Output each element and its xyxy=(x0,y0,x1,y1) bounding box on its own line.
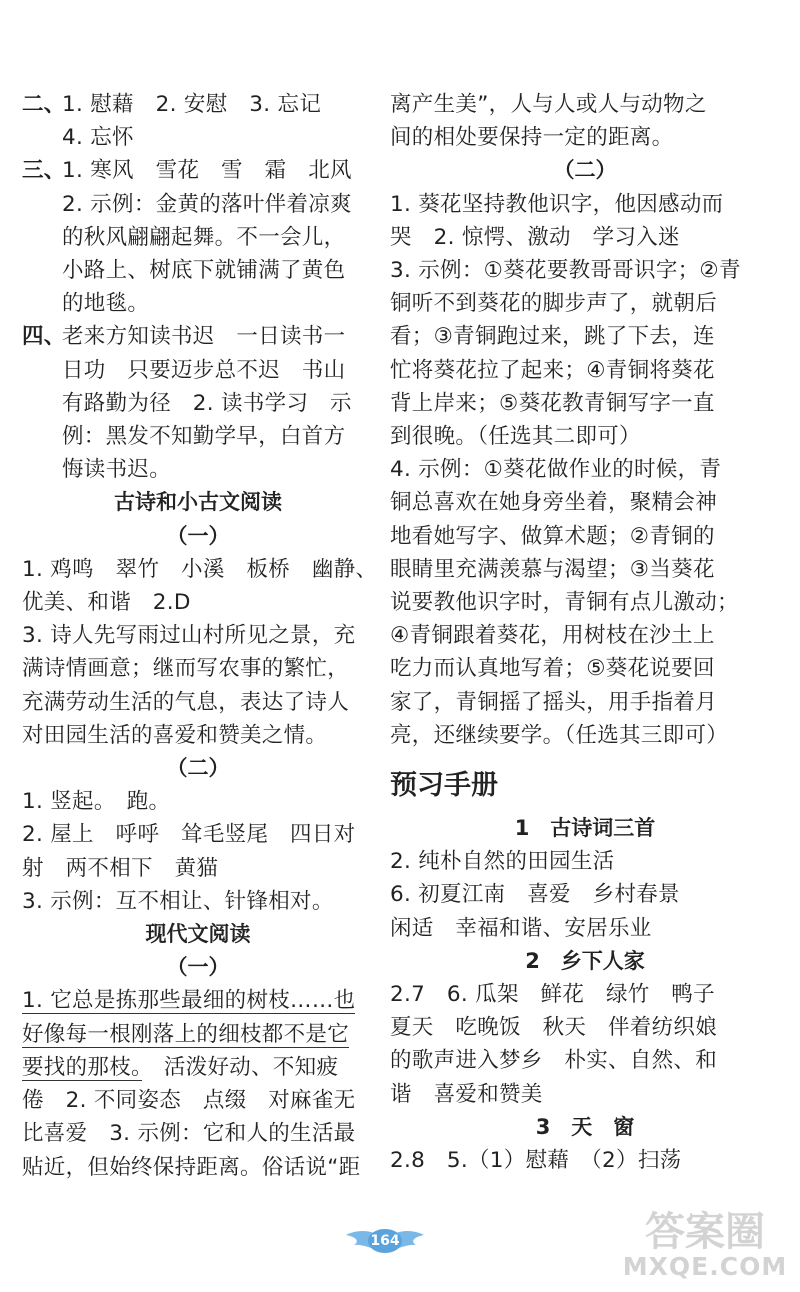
answer-text: 家了，青铜摇了摇头，用手指着月 xyxy=(390,689,718,715)
answer-text: 2.8 5.（1）慰藉 （2）扫荡 xyxy=(390,1148,682,1174)
answer-text: 亮，还继续要学。（任选其三即可） xyxy=(390,722,729,748)
answer-line xyxy=(22,121,374,154)
answer-line xyxy=(22,785,374,818)
right-column xyxy=(390,88,780,1177)
answer-text: 充满劳动生活的气息，表达了诗人 xyxy=(22,689,350,715)
answer-line xyxy=(390,1144,780,1177)
answer-text: 对田园生活的喜爱和赞美之情。 xyxy=(22,722,328,748)
answer-line xyxy=(390,652,780,685)
answer-line xyxy=(22,619,374,652)
section-heading: （一） xyxy=(166,955,230,980)
answer-line xyxy=(22,287,374,320)
answer-line xyxy=(22,818,374,851)
left-column xyxy=(22,88,378,1184)
answer-line xyxy=(390,420,780,453)
answer-text: 夏天 吃晚饭 秋天 伴着纺织娘 xyxy=(390,1015,718,1041)
answer-text: 3. 诗人先写雨过山村所见之景，充 xyxy=(22,623,356,649)
answer-line xyxy=(22,320,374,353)
answer-text: 看；③青铜跑过来，跳了下去，连 xyxy=(390,324,715,350)
answer-text: 1. 竖起。 跑。 xyxy=(22,789,171,815)
question-number: 三、 xyxy=(22,158,66,184)
answer-line xyxy=(390,453,780,486)
answer-line xyxy=(390,586,780,619)
question-number: 二、 xyxy=(22,92,66,117)
answer-text: 贴近，但始终保持距离。俗话说“距 xyxy=(22,1154,361,1180)
answer-text: 满诗情画意；继而写农事的繁忙， xyxy=(22,656,350,682)
answer-line xyxy=(22,387,374,420)
answer-line xyxy=(390,287,780,320)
answer-text: 3. 示例：互不相让、针锋相对。 xyxy=(22,888,334,914)
answer-text: 2.7 6. 瓜架 鲜花 绿竹 鸭子 xyxy=(390,982,715,1008)
answer-text: 2. 示例：金黄的落叶伴着凉爽 xyxy=(62,191,352,217)
watermark-logo-text: 答案圈 xyxy=(645,1209,765,1255)
answer-line xyxy=(390,387,780,420)
answer-text: 的地毯。 xyxy=(62,291,150,317)
answer-text: 2. 纯朴自然的田园生活 xyxy=(390,849,615,875)
answer-text: 射 两不相下 黄猫 xyxy=(22,855,219,881)
answer-line xyxy=(390,719,780,752)
underlined-text: 好像每一根刚落上的细枝都不是它 xyxy=(22,1021,350,1047)
answer-line xyxy=(390,188,780,221)
answer-line xyxy=(390,320,780,353)
answer-text: 3. 示例：①葵花要教哥哥识字；②青 xyxy=(390,258,741,284)
answer-line xyxy=(390,520,780,553)
answer-line xyxy=(22,652,374,685)
answer-line xyxy=(22,1117,374,1150)
answer-text: 4. 示例：①葵花做作业的时候，青 xyxy=(390,457,722,483)
answer-text: 铜总喜欢在她身旁坐着，聚精会神 xyxy=(390,490,718,516)
answer-text: ④青铜跟着葵花，用树枝在沙土上 xyxy=(390,623,715,649)
answer-text: 地看她写字、做算术题；②青铜的 xyxy=(390,523,715,549)
answer-text: 有路勤为径 2. 读书学习 示 xyxy=(62,390,352,416)
answer-line xyxy=(390,1044,780,1077)
answer-line xyxy=(22,154,374,187)
answer-text: 比喜爱 3. 示例：它和人的生活最 xyxy=(22,1121,356,1147)
section-heading: （一） xyxy=(166,523,230,548)
underlined-text: 1. 它总是拣那些最细的树枝……也 xyxy=(22,988,356,1014)
answer-line xyxy=(22,553,378,586)
answer-text: 日功 只要迈步总不迟 书山 xyxy=(62,357,346,383)
answer-text: 的歌声进入梦乡 朴实、自然、和 xyxy=(390,1048,718,1074)
answer-line xyxy=(390,686,780,719)
answer-line xyxy=(22,686,374,719)
answer-text: 4. 忘怀 xyxy=(62,125,134,151)
answer-line xyxy=(390,845,780,878)
answer-text: 1. 慰藉 2. 安慰 3. 忘记 xyxy=(62,92,322,117)
answer-line xyxy=(22,1018,374,1051)
answer-text: 悔读书迟。 xyxy=(62,457,172,483)
answer-line xyxy=(390,619,780,652)
section-heading: （二） xyxy=(166,756,230,781)
answer-line xyxy=(22,984,374,1017)
answer-line xyxy=(390,486,780,519)
answer-line xyxy=(22,221,374,254)
answer-text: 例：黑发不知勤学早，白首方 xyxy=(62,424,346,450)
section-heading: （二） xyxy=(553,158,617,183)
answer-line xyxy=(390,912,780,945)
answer-line xyxy=(390,254,780,287)
answer-text: 哭 2. 惊愕、激动 学习入迷 xyxy=(390,224,680,250)
answer-text: 1. 鸡鸣 翠竹 小溪 板桥 幽静、 xyxy=(22,556,378,582)
watermark xyxy=(620,1200,790,1290)
answer-text: 2. 屋上 呼呼 耸毛竖尾 四日对 xyxy=(22,822,356,848)
answer-text: 活泼好动、不知疲 xyxy=(142,1054,339,1080)
section-heading: 古诗和小古文阅读 xyxy=(114,490,282,515)
answer-text: 吃力而认真地写着；⑤葵花说要回 xyxy=(390,656,715,682)
answer-line xyxy=(22,88,374,121)
answer-line xyxy=(22,1084,374,1117)
underlined-text: 要找的那枝。 xyxy=(22,1054,143,1080)
answer-line xyxy=(390,354,780,387)
answer-line xyxy=(390,88,780,121)
answer-text: 1. 寒风 雪花 雪 霜 北风 xyxy=(62,158,352,184)
watermark-url: MXQE.COM xyxy=(622,1252,788,1281)
answer-line xyxy=(390,553,780,586)
section-heading: 1 古诗词三首 xyxy=(514,816,656,841)
question-number: 四、 xyxy=(22,324,66,350)
page-number: 164 xyxy=(370,1233,400,1249)
answer-text: 闲适 幸福和谐、安居乐业 xyxy=(390,915,652,941)
section-heading: 3 天 窗 xyxy=(535,1114,635,1139)
answer-text: 的秋风翩翩起舞。不一会儿， xyxy=(62,224,346,250)
answer-line xyxy=(390,878,780,911)
answer-text: 谐 喜爱和赞美 xyxy=(390,1081,543,1107)
answer-text: 眼睛里充满羡慕与渴望；③当葵花 xyxy=(390,556,715,582)
answer-text: 倦 2. 不同姿态 点缀 对麻雀无 xyxy=(22,1088,356,1114)
answer-text: 说要教他识字时，青铜有点儿激动； xyxy=(390,590,739,616)
answer-line xyxy=(22,188,374,221)
answer-text: 到很晚。（任选其二即可） xyxy=(390,424,641,450)
answer-text: 间的相处要保持一定的距离。 xyxy=(390,125,674,151)
answer-line xyxy=(390,1011,780,1044)
answer-line xyxy=(22,453,374,486)
answer-line xyxy=(22,354,374,387)
answer-text: 6. 初夏江南 喜爱 乡村春景 xyxy=(390,882,680,908)
answer-line xyxy=(390,1078,780,1111)
answer-text: 1. 葵花坚持教他识字，他因感动而 xyxy=(390,191,724,217)
answer-text: 老来方知读书迟 一日读书一 xyxy=(62,324,346,350)
answer-line xyxy=(22,885,374,918)
page-number-badge xyxy=(340,1225,430,1257)
answer-line xyxy=(22,586,374,619)
answer-line xyxy=(390,221,780,254)
answer-text: 优美、和谐 2.D xyxy=(22,590,191,616)
answer-text: 背上岸来；⑤葵花教青铜写字一直 xyxy=(390,390,715,416)
answer-line xyxy=(390,121,780,154)
answer-text: 忙将葵花拉了起来；④青铜将葵花 xyxy=(390,357,715,383)
answer-line xyxy=(22,1051,374,1084)
answer-text: 小路上、树底下就铺满了黄色 xyxy=(62,258,346,284)
answer-line xyxy=(22,1151,374,1184)
answer-line xyxy=(22,852,374,885)
answer-line xyxy=(22,719,374,752)
answer-line xyxy=(22,420,374,453)
section-title: 预习手册 xyxy=(390,770,498,802)
section-heading: 2 乡下人家 xyxy=(525,948,645,973)
answer-text: 离产生美”，人与人或人与动物之 xyxy=(390,92,707,117)
answer-line xyxy=(390,978,780,1011)
section-heading: 现代文阅读 xyxy=(145,922,251,947)
answer-text: 铜听不到葵花的脚步声了，就朝后 xyxy=(390,291,718,317)
answer-line xyxy=(22,254,374,287)
